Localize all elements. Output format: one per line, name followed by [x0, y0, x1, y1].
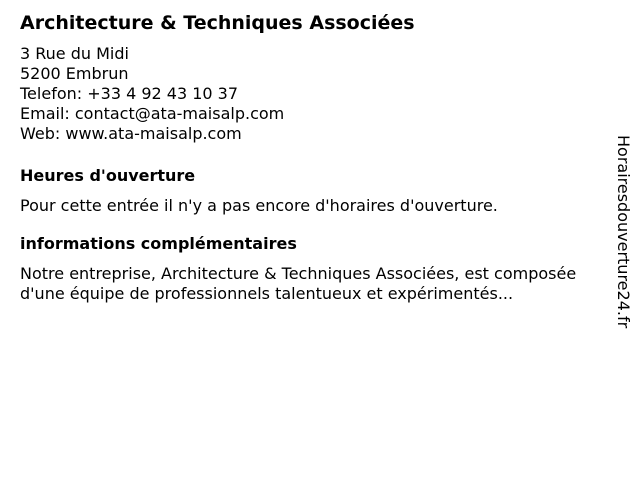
address-block — [20, 44, 600, 144]
opening-hours-heading: Heures d'ouverture — [20, 166, 196, 185]
site-watermark: Horairesdouverture24.fr — [614, 135, 633, 329]
additional-info-heading: informations complémentaires — [20, 234, 297, 253]
opening-hours-text: Pour cette entrée il n'y a pas encore d'horaires d'ouverture. — [20, 196, 498, 215]
additional-info-text: Notre entreprise, Architecture & Techniques Associées, est composée d'une équipe de professionnels talentueux et expérimentés... — [20, 264, 577, 303]
website-address: Web: www.ata-maisalp.com — [20, 124, 242, 143]
street-address: 3 Rue du Midi — [20, 44, 129, 63]
business-card — [20, 10, 600, 304]
phone-number: Telefon: +33 4 92 43 10 37 — [20, 84, 239, 103]
business-name: Architecture & Techniques Associées — [20, 12, 415, 34]
email-address: Email: contact@ata-maisalp.com — [20, 104, 285, 123]
city-postal: 5200 Embrun — [20, 64, 129, 83]
